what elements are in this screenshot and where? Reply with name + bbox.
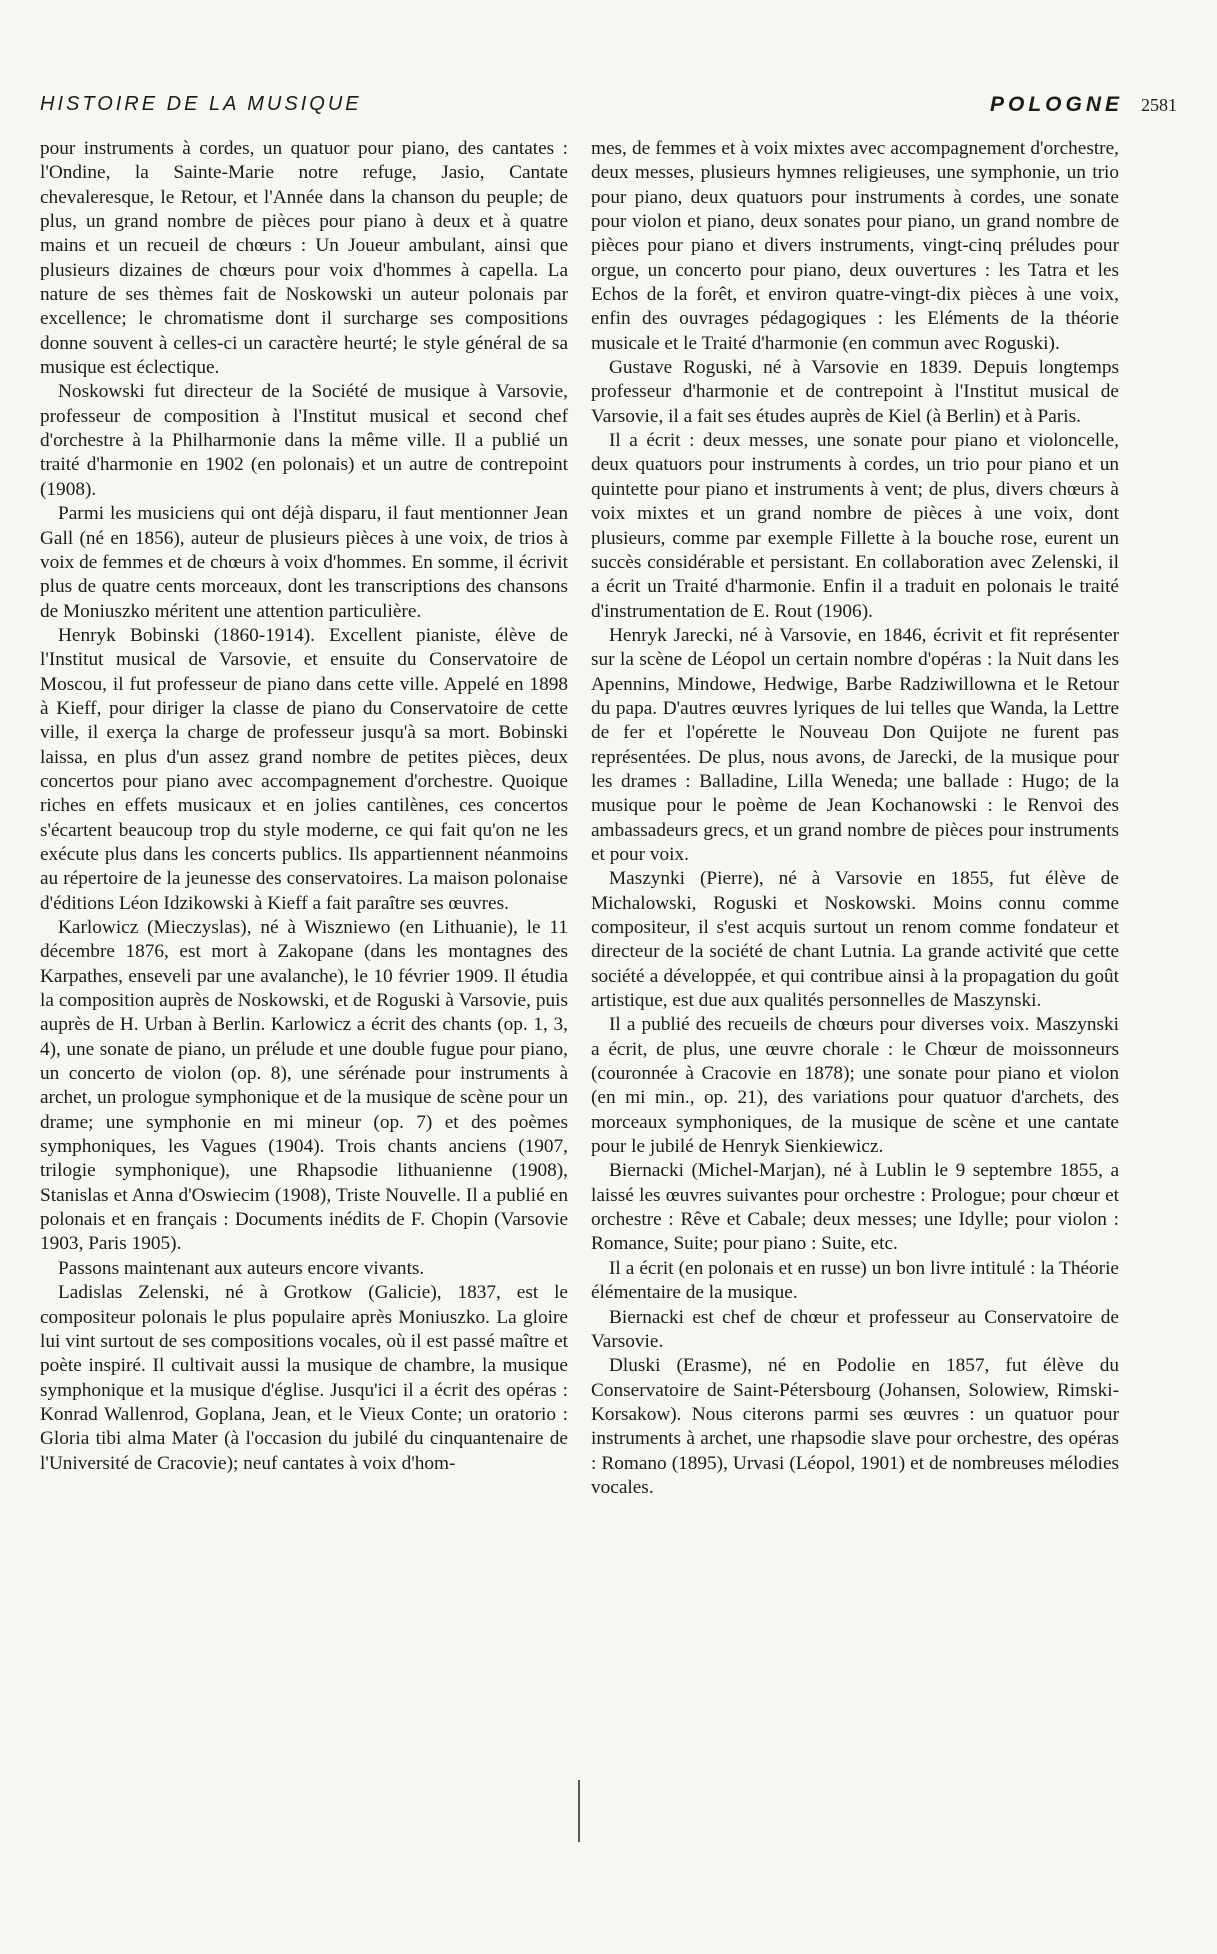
running-title: HISTOIRE DE LA MUSIQUE [40,93,362,115]
paragraph: Il a publié des recueils de chœurs pour diverses voix. Maszynski a écrit, de plus, une œuvre chorale : le Chœur de moissonneurs (couronnée à Cracovie en 1878); une sonate pour piano et violon (en mi min., op. 21), des variations pour quatuor d'archets, des morceaux symphoniques, de la musique de scène et une cantate pour le jubilé de Henryk Sienkiewicz. [591,1014,1119,1158]
paragraph: Dluski (Erasme), né en Podolie en 1857, fut élève du Conservatoire de Saint-Pétersbourg (Johansen, Solowiew, Rimski-Korsakow). Nous citerons parmi ses œuvres : un quatuor pour instruments à archet, une rhapsodie slave pour orchestre, des opéras : Romano (1895), Urvasi (Léopol, 1901) et de nombreuses mélodies vocales. [591,1355,1119,1498]
paragraph: Il a écrit (en polonais et en russe) un bon livre intitulé : la Théorie élémentaire de la musique. [591,1257,1119,1304]
column-divider [578,1780,580,1842]
paragraph: Passons maintenant aux auteurs encore vivants. [58,1257,425,1279]
paragraph: pour instruments à cordes, un quatuor pour piano, des cantates : l'Ondine, la Sainte-Marie notre refuge, Jasio, Cantate chevaleresque, le Retour, et l'Année dans la chanson du peuple; de plus, un grand nombre de pièces pour piano à deux et à quatre mains et un recueil de chœurs : Un Joueur ambulant, ainsi que plusieurs dizaines de chœurs pour voix d'hommes à capella. La nature de ses thèmes fait de Noskowski un auteur polonais par excellence; le chromatisme dont il surcharge ses compositions donne souvent à celles-ci un caractère heurté; le style général de sa musique est éclectique. [40,138,568,379]
paragraph: Henryk Bobinski (1860-1914). Excellent pianiste, élève de l'Institut musical de Varsovie, et ensuite du Conservatoire de Moscou, il fut professeur de piano dans cette ville. Appelé en 1898 à Kieff, pour diriger la classe de piano du Conservatoire de cette ville, il exerça la charge de professeur jusqu'à sa mort. Bobinski laissa, en plus d'un assez grand nombre de petites pièces, deux concertos pour piano avec accompagnement d'orchestre. Quoique riches en effets musicaux et en jolies cantilènes, ces concertos s'écartent beaucoup trop du style moderne, ce qui fait qu'on ne les exécute plus dans les concerts publics. Ils appartiennent néanmoins au répertoire de la jeunesse des conservatoires. La maison polonaise d'éditions Léon Idzikowski à Kieff a fait paraître ses œuvres. [40,624,568,914]
paragraph: Maszynki (Pierre), né à Varsovie en 1855, fut élève de Michalowski, Roguski et Noskowski. Moins connu comme compositeur, il s'est acquis surtout un renom comme fondateur et directeur de la société de chant Lutnia. La grande activité que cette société a développée, et qui contribue ainsi à la propagation du goût artistique, est due aux qualités personnelles de Maszynski. [591,868,1119,1012]
paragraph: Noskowski fut directeur de la Société de musique à Varsovie, professeur de composition à l'Institut musical et second chef d'orchestre à la Philharmonie dans la même ville. Il a publié un traité d'harmonie en 1902 (en polonais) et un autre de contrepoint (1908). [40,381,568,500]
paragraph: Henryk Jarecki, né à Varsovie, en 1846, écrivit et fit représenter sur la scène de Léopol un certain nombre d'opéras : la Nuit dans les Apennins, Mindowe, Hedwige, Barbe Radziwillowna et le Retour du papa. D'autres œuvres lyriques de lui telles que Wanda, la Lettre de fer et l'opérette le Nouveau Don Quijote ne furent pas représentées. De plus, nous avons, de Jarecki, de la musique pour les drames : Balladine, Lilla Weneda; une ballade : Hugo; de la musique pour le poème de Jean Kochanowski : le Renvoi des ambassadeurs grecs, et un grand nombre de pièces pour instruments et pour voix. [591,624,1119,865]
paragraph: Ladislas Zelenski, né à Grotkow (Galicie), 1837, est le compositeur polonais le plus populaire après Moniuszko. La gloire lui vint surtout de ses compositions vocales, où il est passé maître et poète inspiré. Il cultivait aussi la musique de chambre, la musique symphonique et la musique d'église. Jusqu'ici il a écrit des opéras : Konrad Wallenrod, Goplana, Jean, et le Vieux Conte; un oratorio : Gloria tibi alma Mater (à l'occasion du jubilé du cinquantenaire de l'Université de Cracovie); neuf cantates à voix d'hom- [40,1282,568,1474]
section-title: POLOGNE [989,93,1123,116]
header-right [990,93,1177,117]
paragraph: Biernacki est chef de chœur et professeur au Conservatoire de Varsovie. [591,1306,1119,1352]
paragraph: Biernacki (Michel-Marjan), né à Lublin le 9 septembre 1855, a laissé les œuvres suivantes pour orchestre : Prologue; pour chœur et orchestre : Rêve et Cabale; deux messes; une Idylle; pour violon : Romance, Suite; pour piano : Suite, etc. [591,1160,1119,1255]
page-number: 2581 [1141,95,1177,115]
left-column [40,137,568,1476]
paragraph: Il a écrit : deux messes, une sonate pour piano et violoncelle, deux quatuors pour instruments à cordes, un trio pour piano et un quintette pour piano et instruments à vent; de plus, divers chœurs à voix mixtes et un grand nombre de pièces à une voix, dont plusieurs, comme par exemple Fillette à la bouche rose, eurent un succès considérable et persistant. En collaboration avec Zelenski, il a écrit un Traité d'harmonie. Enfin il a traduit en polonais le traité d'instrumentation de E. Rout (1906). [591,430,1119,622]
right-column [591,137,1119,1500]
paragraph: Karlowicz (Mieczyslas), né à Wiszniewo (en Lithuanie), le 11 décembre 1876, est mort à Zakopane (dans les montagnes des Karpathes, enseveli par une avalanche), le 10 février 1909. Il étudia la composition auprès de Noskowski, et de Roguski à Varsovie, puis auprès de H. Urban à Berlin. Karlowicz a écrit des chants (op. 1, 3, 4), une sonate de piano, un prélude et une double fugue pour piano, un concerto de violon (op. 8), une sérénade pour instruments à archet, un prologue symphonique et de la musique de scène pour un drame; une symphonie en mi mineur (op. 7) et des poèmes symphoniques, les Vagues (1904). Trois chants anciens (1907, trilogie symphonique), une Rhapsodie lithuanienne (1908), Stanislas et Anna d'Oswiecim (1908), Triste Nouvelle. Il a publié en polonais et en français : Documents inédits de F. Chopin (Varsovie 1903, Paris 1905). [40,917,568,1255]
page-header [40,93,1177,123]
paragraph: mes, de femmes et à voix mixtes avec accompagnement d'orchestre, deux messes, plusieurs hymnes religieuses, une symphonie, un trio pour piano, deux quatuors pour instruments à cordes, une sonate pour violon et piano, deux sonates pour piano, un grand nombre de pièces pour piano et divers instruments, vingt-cinq préludes pour orgue, un concerto pour piano, deux ouvertures : les Tatra et les Echos de la forêt, et environ quatre-vingt-dix pièces à une voix, enfin des ouvrages pédagogiques : les Eléments de la théorie musicale et le Traité d'harmonie (en commun avec Roguski). [591,138,1119,354]
paragraph: Gustave Roguski, né à Varsovie en 1839. Depuis longtemps professeur d'harmonie et de contrepoint à l'Institut musical de Varsovie, il a fait ses études auprès de Kiel (à Berlin) et à Paris. [591,357,1119,427]
paragraph: Parmi les musiciens qui ont déjà disparu, il faut mentionner Jean Gall (né en 1856), auteur de plusieurs pièces à une voix, de trios à voix de femmes et de chœurs à voix d'hommes. En somme, il écrivit plus de quatre cents morceaux, dont les transcriptions des chansons de Moniuszko méritent une attention particulière. [40,503,568,622]
